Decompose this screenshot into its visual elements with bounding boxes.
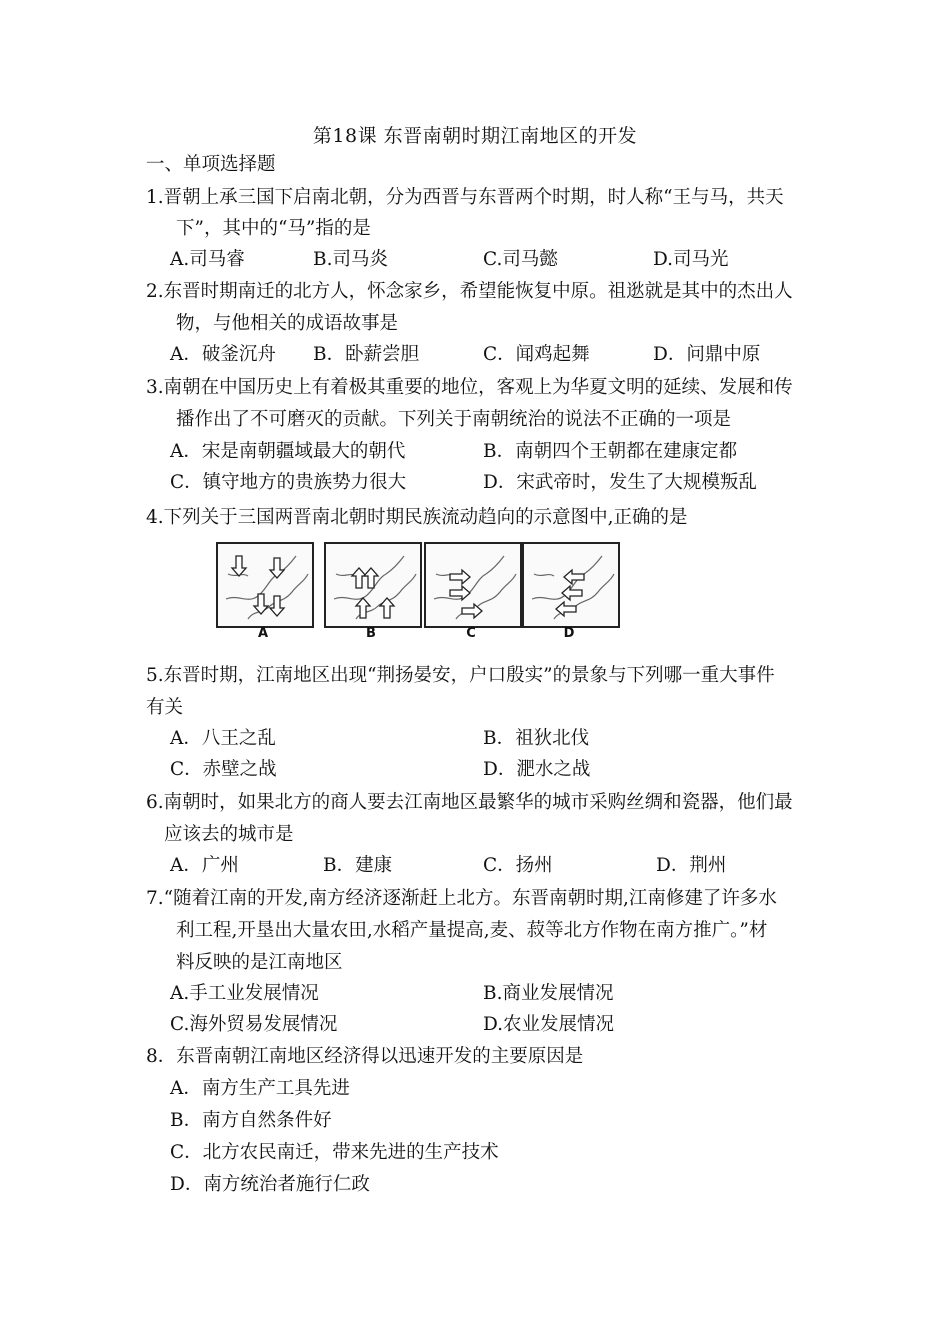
question-5-option-d: D．淝水之战 — [483, 759, 591, 780]
lesson-title: 第18课 东晋南朝时期江南地区的开发 — [312, 125, 638, 147]
map-a-drawing — [218, 544, 312, 626]
question-6-option-b: B．建康 — [323, 855, 393, 876]
question-3-line-1: 3.南朝在中国历史上有着极其重要的地位，客观上为华夏文明的延续、发展和传 — [146, 377, 793, 398]
map-b-label: B — [366, 626, 376, 641]
question-6-option-d: D．荆州 — [656, 855, 727, 876]
question-3-option-d: D．宋武帝时，发生了大规模叛乱 — [483, 472, 757, 493]
question-2-line-2: 物，与他相关的成语故事是 — [176, 313, 399, 334]
migration-maps — [216, 542, 616, 647]
map-c — [424, 542, 522, 628]
section-heading: 一、单项选择题 — [146, 154, 276, 175]
question-2-line-1: 2.东晋时期南迁的北方人，怀念家乡，希望能恢复中原。祖逖就是其中的杰出人 — [146, 281, 793, 302]
map-b — [324, 542, 422, 628]
question-1-line-2: 下”，其中的“马”指的是 — [176, 218, 371, 239]
question-6-line-2: 应该去的城市是 — [164, 824, 294, 845]
question-7-option-d: D.农业发展情况 — [483, 1014, 615, 1035]
question-3-option-c: C．镇守地方的贵族势力很大 — [170, 472, 407, 493]
question-1-option-d: D.司马光 — [653, 249, 729, 270]
map-b-drawing — [326, 544, 420, 626]
question-1-line-1: 1.晋朝上承三国下启南北朝，分为西晋与东晋两个时期，时人称“王与马，共天 — [146, 187, 784, 208]
question-7-line-1: 7.“随着江南的开发,南方经济逐渐赶上北方。东晋南朝时期,江南修建了许多水 — [146, 888, 777, 909]
question-2-option-c: C．闻鸡起舞 — [483, 344, 590, 365]
question-5-line-1: 5.东晋时期，江南地区出现“荆扬晏安，户口殷实”的景象与下列哪一重大事件 — [146, 665, 775, 686]
question-5-option-c: C．赤壁之战 — [170, 759, 277, 780]
question-2-option-d: D．问鼎中原 — [653, 344, 761, 365]
question-7-option-a: A.手工业发展情况 — [170, 983, 319, 1004]
question-7-option-c: C.海外贸易发展情况 — [170, 1014, 338, 1035]
question-7-option-b: B.商业发展情况 — [483, 983, 614, 1004]
question-1-option-b: B.司马炎 — [313, 249, 388, 270]
map-d-drawing — [524, 544, 618, 626]
question-1-option-c: C.司马懿 — [483, 249, 558, 270]
question-7-line-3: 料反映的是江南地区 — [176, 952, 343, 973]
question-4-line-1: 4.下列关于三国两晋南北朝时期民族流动趋向的示意图中,正确的是 — [146, 507, 688, 528]
question-1-option-a: A.司马睿 — [170, 249, 245, 270]
question-8-option-c: C．北方农民南迁，带来先进的生产技术 — [170, 1142, 499, 1163]
question-6-line-1: 6.南朝时，如果北方的商人要去江南地区最繁华的城市采购丝绸和瓷器，他们最 — [146, 792, 793, 813]
question-3-option-b: B．南朝四个王朝都在建康定都 — [483, 441, 738, 462]
question-6-option-a: A．广州 — [170, 855, 239, 876]
question-5-option-b: B．祖狄北伐 — [483, 728, 590, 749]
map-c-drawing — [426, 544, 520, 626]
question-8-option-d: D．南方统治者施行仁政 — [170, 1174, 370, 1195]
question-3-line-2: 播作出了不可磨灭的贡献。下列关于南朝统治的说法不正确的一项是 — [176, 409, 732, 430]
map-c-label: C — [466, 626, 476, 641]
question-8-line-1: 8．东晋南朝江南地区经济得以迅速开发的主要原因是 — [146, 1046, 584, 1067]
question-3-option-a: A．宋是南朝疆域最大的朝代 — [170, 441, 406, 462]
question-5-option-a: A．八王之乱 — [170, 728, 276, 749]
question-5-line-2: 有关 — [146, 697, 184, 718]
question-2-option-a: A．破釜沉舟 — [170, 344, 276, 365]
map-d — [522, 542, 620, 628]
map-a-label: A — [257, 626, 269, 641]
map-d-label: D — [563, 626, 575, 641]
map-a — [216, 542, 314, 628]
question-6-option-c: C．扬州 — [483, 855, 553, 876]
question-8-option-b: B．南方自然条件好 — [170, 1110, 332, 1131]
question-8-option-a: A．南方生产工具先进 — [170, 1078, 350, 1099]
question-2-option-b: B．卧薪尝胆 — [313, 344, 420, 365]
question-7-line-2: 利工程,开垦出大量农田,水稻产量提高,麦、菽等北方作物在南方推广。”材 — [176, 920, 768, 941]
